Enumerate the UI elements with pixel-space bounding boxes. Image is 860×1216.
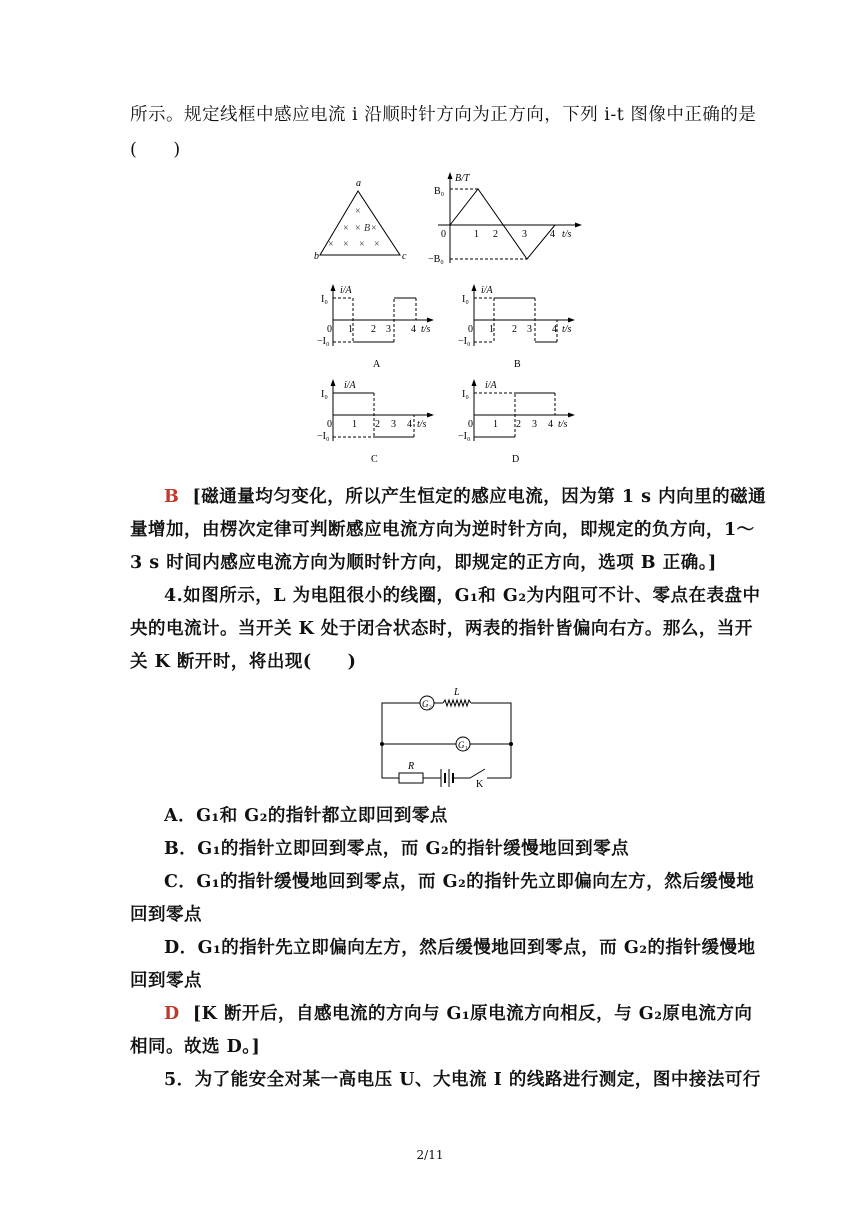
svg-text:1: 1 <box>493 419 498 430</box>
svg-text:−I₀: −I₀ <box>458 431 471 442</box>
svg-text:0: 0 <box>327 419 332 430</box>
svg-text:2: 2 <box>516 419 521 430</box>
q3-paren: ( ) <box>130 140 181 160</box>
svg-text:4: 4 <box>548 419 553 430</box>
q4-line2: 央的电流计。当开关 K 处于闭合状态时，两表的指针皆偏向右方。那么，当开 <box>130 619 753 639</box>
figure-q4-circuit <box>375 680 520 790</box>
r-label: R <box>408 761 415 772</box>
figure-q3 <box>310 168 600 478</box>
graph-d <box>458 379 575 465</box>
page-number: 2/11 <box>416 1148 444 1162</box>
svg-text:×: × <box>371 223 377 234</box>
triangle-coil <box>314 178 407 262</box>
svg-text:−I₀: −I₀ <box>317 431 330 442</box>
svg-text:I₀: I₀ <box>462 389 469 400</box>
g2-label: G₂ <box>422 699 432 709</box>
svg-text:1: 1 <box>352 419 357 430</box>
svg-text:t/s: t/s <box>558 419 568 430</box>
q5-line1: 5．为了能安全对某一高电压 U、大电流 I 的线路进行测定，图中接法可行 <box>164 1070 761 1090</box>
label-b: b <box>314 251 319 262</box>
label-A: A <box>373 359 381 370</box>
svg-text:0: 0 <box>441 229 446 240</box>
svg-text:t/s: t/s <box>417 419 427 430</box>
graph-a <box>317 284 434 370</box>
bt-negb0: −B₀ <box>428 254 444 265</box>
svg-text:2: 2 <box>371 324 376 335</box>
svg-text:t/s: t/s <box>421 324 431 335</box>
svg-text:×: × <box>343 223 349 234</box>
q4-line3: 关 K 断开时，将出现( ) <box>130 652 357 672</box>
option-c-line2: 回到零点 <box>130 905 202 925</box>
svg-text:I₀: I₀ <box>321 294 328 305</box>
option-d-line2: 回到零点 <box>130 971 202 991</box>
graph-c <box>317 379 434 465</box>
svg-text:3: 3 <box>386 324 391 335</box>
l-label: L <box>454 687 460 698</box>
g1-label: G₁ <box>458 740 468 750</box>
bt-ylabel: B/T <box>455 173 470 184</box>
svg-text:0: 0 <box>327 324 332 335</box>
q4-line1: 4.如图所示，L 为电阻很小的线圈，G₁和 G₂为内阻可不计、零点在表盘中 <box>164 586 761 606</box>
graph-b <box>458 284 575 370</box>
svg-text:i/A: i/A <box>340 285 352 296</box>
svg-text:i/A: i/A <box>481 285 493 296</box>
label-C: C <box>371 454 378 465</box>
svg-text:4: 4 <box>407 419 412 430</box>
svg-text:0: 0 <box>468 324 473 335</box>
b-t-graph <box>428 172 582 265</box>
svg-text:3: 3 <box>527 324 532 335</box>
label-D: D <box>512 454 520 465</box>
answer-q3-letter: B <box>164 487 180 507</box>
svg-text:1: 1 <box>474 229 479 240</box>
svg-text:2: 2 <box>375 419 380 430</box>
svg-text:1: 1 <box>489 324 494 335</box>
svg-text:×: × <box>359 239 365 250</box>
svg-text:i/A: i/A <box>344 380 356 391</box>
answer-q4-line2: 相同。故选 D。] <box>130 1037 261 1057</box>
svg-text:I₀: I₀ <box>462 294 469 305</box>
k-label: K <box>476 779 484 790</box>
svg-text:×: × <box>374 239 380 250</box>
q3-stem-line: 所示。规定线框中感应电流 i 沿顺时针方向为正方向，下列 i-t 图像中正确的是 <box>130 105 757 125</box>
svg-text:×: × <box>355 206 361 217</box>
answer-q3-line1: B [磁通量均匀变化，所以产生恒定的感应电流，因为第 1 s 内向里的磁通 <box>164 487 767 507</box>
svg-text:t/s: t/s <box>562 324 572 335</box>
option-a: A．G₁和 G₂的指针都立即回到零点 <box>164 806 448 826</box>
answer-q3-line3: 3 s 时间内感应电流方向为顺时针方向，即规定的正方向，选项 B 正确。] <box>130 553 717 573</box>
label-a: a <box>356 178 361 189</box>
svg-text:0: 0 <box>468 419 473 430</box>
svg-text:×: × <box>328 239 334 250</box>
svg-text:×: × <box>355 223 361 234</box>
svg-text:−I₀: −I₀ <box>317 336 330 347</box>
svg-text:1: 1 <box>348 324 353 335</box>
svg-text:4: 4 <box>411 324 416 335</box>
svg-text:i/A: i/A <box>485 380 497 391</box>
svg-text:4: 4 <box>552 324 557 335</box>
answer-q4-line1: D [K 断开后，自感电流的方向与 G₁原电流方向相反，与 G₂原电流方向 <box>164 1004 753 1024</box>
label-B-panel: B <box>514 359 521 370</box>
svg-text:4: 4 <box>550 229 555 240</box>
option-c-line1: C．G₁的指针缓慢地回到零点，而 G₂的指针先立即偏向左方，然后缓慢地 <box>164 872 755 892</box>
svg-text:−I₀: −I₀ <box>458 336 471 347</box>
svg-text:2: 2 <box>512 324 517 335</box>
svg-text:t/s: t/s <box>562 229 572 240</box>
bt-b0: B₀ <box>434 186 445 197</box>
option-d-line1: D．G₁的指针先立即偏向左方，然后缓慢地回到零点，而 G₂的指针缓慢地 <box>164 938 756 958</box>
svg-text:3: 3 <box>532 419 537 430</box>
svg-text:×: × <box>343 239 349 250</box>
label-B: B <box>364 223 371 234</box>
svg-text:3: 3 <box>391 419 396 430</box>
answer-q4-letter: D <box>164 1004 180 1024</box>
label-c: c <box>402 251 407 262</box>
svg-text:2: 2 <box>493 229 498 240</box>
svg-text:3: 3 <box>522 229 527 240</box>
svg-text:I₀: I₀ <box>321 389 328 400</box>
option-b: B．G₁的指针立即回到零点，而 G₂的指针缓慢地回到零点 <box>164 839 630 859</box>
answer-q3-line2: 量增加，由楞次定律可判断感应电流方向为逆时针方向，即规定的负方向，1～ <box>130 520 755 540</box>
